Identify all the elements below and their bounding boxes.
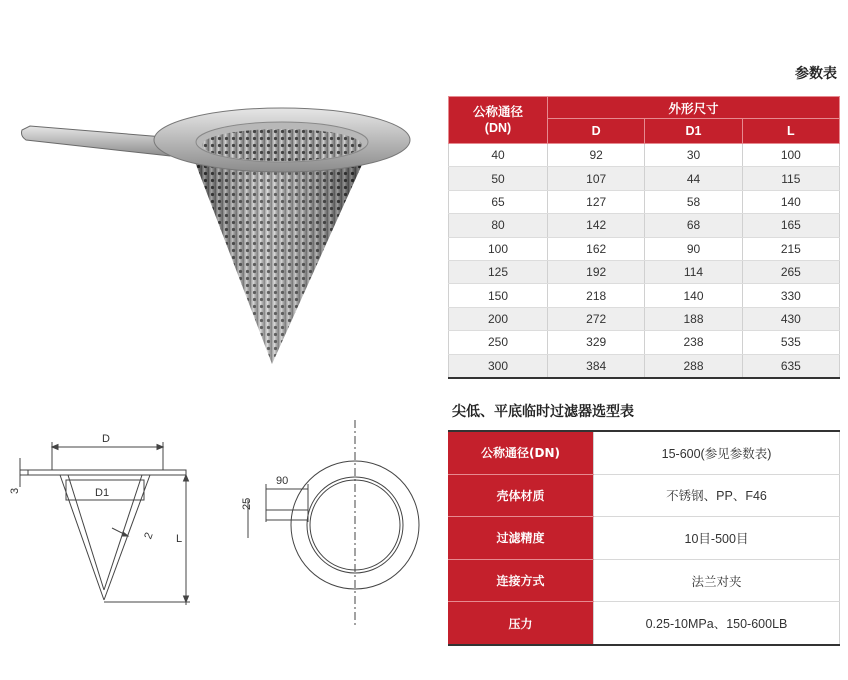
cell-l: 535 (742, 331, 839, 354)
table-row (449, 260, 840, 283)
cell-dn: 80 (449, 214, 548, 237)
cell-l: 430 (742, 307, 839, 330)
selection-value: 10目-500目 (594, 517, 840, 560)
dim-d-label: D (102, 433, 110, 445)
header-outline-size: 外形尺寸 (548, 97, 840, 119)
table-row (449, 237, 840, 260)
table-row (449, 284, 840, 307)
cell-d1: 114 (645, 260, 742, 283)
cell-d1: 288 (645, 354, 742, 378)
selection-row (448, 559, 840, 602)
cell-d: 92 (548, 144, 645, 167)
header-dn-label: 公称通径 (472, 105, 523, 119)
cell-d1: 58 (645, 190, 742, 213)
cell-dn: 200 (449, 307, 548, 330)
cell-d1: 140 (645, 284, 742, 307)
table-row (449, 167, 840, 190)
cell-dn: 150 (449, 284, 548, 307)
cone-strainer-photo (20, 100, 440, 380)
header-dn-sub: (DN) (484, 121, 512, 135)
selection-label: 壳体材质 (448, 474, 594, 517)
cell-dn: 250 (449, 331, 548, 354)
cell-d1: 30 (645, 144, 742, 167)
dim-90-label: 90 (276, 475, 289, 487)
cell-l: 115 (742, 167, 839, 190)
cell-d: 142 (548, 214, 645, 237)
selection-value: 不锈钢、PP、F46 (594, 474, 840, 517)
cell-l: 215 (742, 237, 839, 260)
selection-row (448, 517, 840, 560)
table-row (449, 354, 840, 378)
cell-d: 272 (548, 307, 645, 330)
table-row (449, 331, 840, 354)
cell-l: 635 (742, 354, 839, 378)
table-row (449, 214, 840, 237)
selection-row (448, 602, 840, 645)
selection-table (448, 430, 840, 646)
selection-label: 压力 (448, 602, 594, 645)
cell-dn: 125 (449, 260, 548, 283)
table-row (449, 190, 840, 213)
selection-value: 0.25-10MPa、150-600LB (594, 602, 840, 645)
cell-d: 162 (548, 237, 645, 260)
parameter-table (448, 96, 840, 379)
cell-l: 100 (742, 144, 839, 167)
header-dn (449, 97, 548, 144)
cell-l: 265 (742, 260, 839, 283)
selection-row (448, 431, 840, 474)
selection-value: 15-600(参见参数表) (594, 431, 840, 474)
params-title: 参数表 (795, 66, 837, 82)
cell-dn: 40 (449, 144, 548, 167)
cell-dn: 65 (449, 190, 548, 213)
dim-25-label: 25 (241, 497, 253, 510)
table-row (449, 144, 840, 167)
dim-2-label: 2 (142, 530, 156, 541)
selection-label: 过滤精度 (448, 517, 594, 560)
cell-d: 107 (548, 167, 645, 190)
cell-dn: 50 (449, 167, 548, 190)
dim-3-label: 3 (9, 487, 21, 494)
selection-value: 法兰对夹 (594, 559, 840, 602)
cell-d: 127 (548, 190, 645, 213)
cell-d: 329 (548, 331, 645, 354)
header-d1: D1 (645, 119, 742, 144)
selection-label: 连接方式 (448, 559, 594, 602)
cell-l: 140 (742, 190, 839, 213)
cell-dn: 100 (449, 237, 548, 260)
table-row (449, 307, 840, 330)
cell-dn: 300 (449, 354, 548, 378)
side-view-drawing (0, 420, 220, 620)
header-l: L (742, 119, 839, 144)
cell-d1: 44 (645, 167, 742, 190)
cell-d: 384 (548, 354, 645, 378)
cell-l: 165 (742, 214, 839, 237)
cell-d: 218 (548, 284, 645, 307)
cell-d: 192 (548, 260, 645, 283)
selection-row (448, 474, 840, 517)
header-d: D (548, 119, 645, 144)
cell-d1: 90 (645, 237, 742, 260)
cell-l: 330 (742, 284, 839, 307)
dim-d1-label: D1 (95, 487, 110, 499)
cell-d1: 238 (645, 331, 742, 354)
cell-d1: 68 (645, 214, 742, 237)
cell-d1: 188 (645, 307, 742, 330)
selection-title: 尖低、平底临时过滤器选型表 (452, 404, 634, 420)
selection-label: 公称通径(DN) (448, 431, 594, 474)
top-view-drawing (230, 420, 450, 625)
dim-l-label: L (176, 533, 183, 545)
